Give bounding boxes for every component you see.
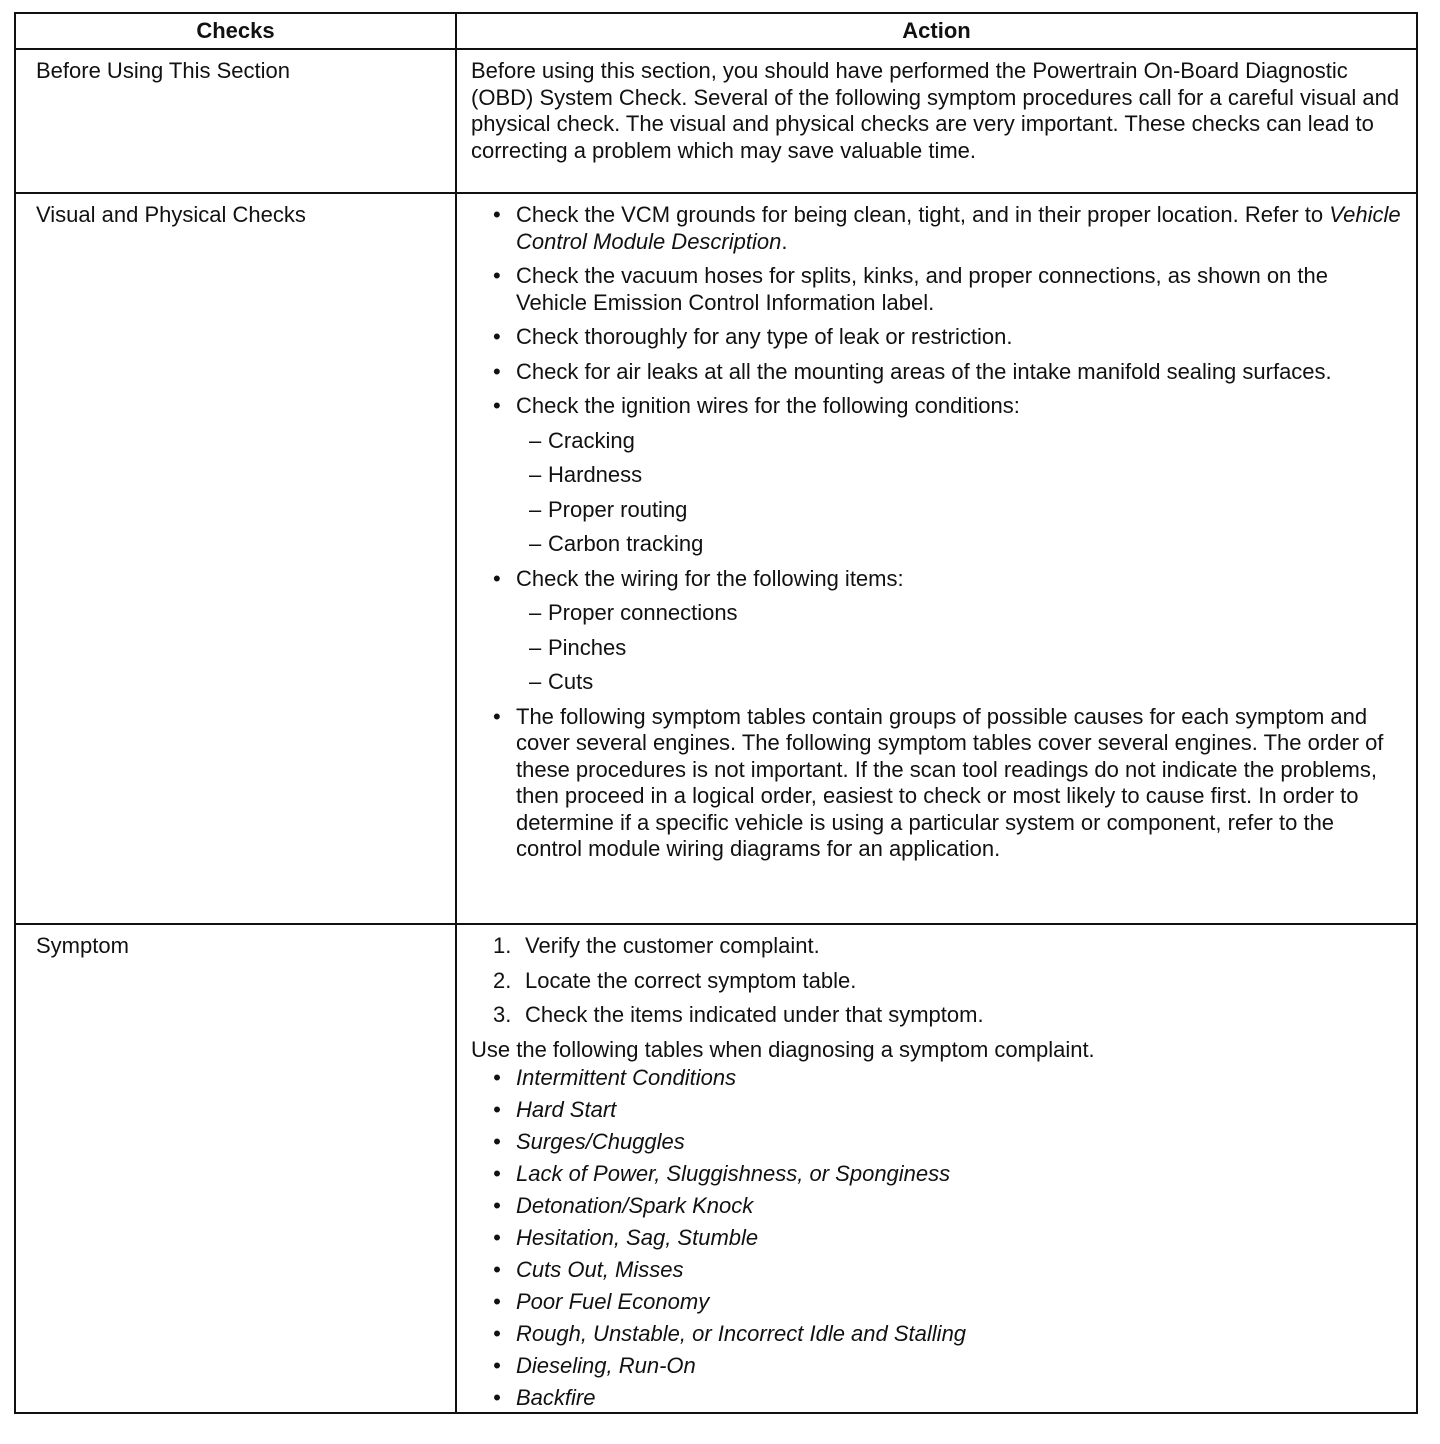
sub-list-item: – Pinches bbox=[471, 635, 1402, 662]
table-header-row bbox=[16, 14, 1416, 48]
sub-list-item: – Cracking bbox=[471, 428, 1402, 455]
sub-list-item: – Proper connections bbox=[471, 600, 1402, 627]
symptom-table-link[interactable]: • Dieseling, Run-On bbox=[471, 1353, 1402, 1380]
row-label-symptom: Symptom bbox=[36, 933, 129, 958]
list-item: • Check the wiring for the following items: – Proper connections – Pinches – Cuts bbox=[471, 566, 1402, 696]
step-item: 2. Locate the correct symptom table. bbox=[493, 967, 857, 993]
table-row bbox=[16, 192, 1416, 923]
row-action-visual bbox=[457, 194, 1416, 923]
list-item: • The following symptom tables contain groups of possible causes for each symptom and cover several engines. The following symptom tables cover several engines. The order of these procedures is not important. If the scan tool readings do not indicate the problems, then proceed in a logical order, easiest to check or most likely to cause first. In order to determine if a specific vehicle is using a particular system or component, refer to the control module wiring diagrams for an application. bbox=[471, 704, 1402, 863]
symptom-table-link[interactable]: • Rough, Unstable, or Incorrect Idle and Stalling bbox=[471, 1321, 1402, 1348]
symptom-table-link[interactable]: • Detonation/Spark Knock bbox=[471, 1193, 1402, 1220]
list-item: • Check for air leaks at all the mounting areas of the intake manifold sealing surfaces. bbox=[471, 359, 1402, 386]
header-checks: Checks bbox=[16, 14, 457, 48]
reference-link-text: Vehicle Control Module Description bbox=[516, 202, 1401, 254]
symptom-table-link[interactable]: • Backfire bbox=[471, 1385, 1402, 1412]
symptom-table-link[interactable]: • Hard Start bbox=[471, 1097, 1402, 1124]
symptom-table-link[interactable]: • Lack of Power, Sluggishness, or Sponginess bbox=[471, 1161, 1402, 1188]
row-label-before: Before Using This Section bbox=[36, 58, 290, 83]
sub-list-item: – Proper routing bbox=[471, 497, 1402, 524]
sub-list-item: – Hardness bbox=[471, 462, 1402, 489]
row-action-symptom bbox=[457, 925, 1416, 1412]
symptom-table-link[interactable]: • Intermittent Conditions bbox=[471, 1065, 1402, 1092]
step-item: 3. Check the items indicated under that symptom. bbox=[493, 1002, 984, 1027]
list-item: • Check the ignition wires for the following conditions: – Cracking – Hardness – Proper routing – Carbon tracking bbox=[471, 393, 1402, 558]
header-action: Action bbox=[902, 18, 971, 43]
symptom-intro: Use the following tables when diagnosing a symptom complaint. bbox=[471, 1036, 1095, 1062]
list-item: • Check the vacuum hoses for splits, kinks, and proper connections, as shown on the Vehicle Emission Control Information label. bbox=[471, 263, 1402, 316]
symptom-table-link[interactable]: • Hesitation, Sag, Stumble bbox=[471, 1225, 1402, 1252]
row-label-visual: Visual and Physical Checks bbox=[36, 202, 306, 227]
symptom-table-link[interactable]: • Surges/Chuggles bbox=[471, 1129, 1402, 1156]
table-row bbox=[16, 923, 1416, 1412]
table-row bbox=[16, 48, 1416, 192]
list-item: • Check the VCM grounds for being clean, tight, and in their proper location. Refer to Vehicle Control Module Description. bbox=[471, 202, 1402, 255]
sub-list-item: – Cuts bbox=[471, 669, 1402, 696]
sub-list-item: – Carbon tracking bbox=[471, 531, 1402, 558]
symptom-table-link[interactable]: • Cuts Out, Misses bbox=[471, 1257, 1402, 1284]
symptom-table-link[interactable]: • Poor Fuel Economy bbox=[471, 1289, 1402, 1316]
row-action-before: Before using this section, you should have performed the Powertrain On-Board Diagnostic (OBD) System Check. Several of the following symptom procedures call for a careful visual and physical check. The visual and physical checks are very important. These checks can lead to correcting a problem which may save valuable time. bbox=[471, 58, 1400, 163]
symptom-checks-table bbox=[14, 12, 1418, 1414]
step-item: 1. Verify the customer complaint. bbox=[493, 933, 820, 958]
list-item: • Check thoroughly for any type of leak or restriction. bbox=[471, 324, 1402, 351]
